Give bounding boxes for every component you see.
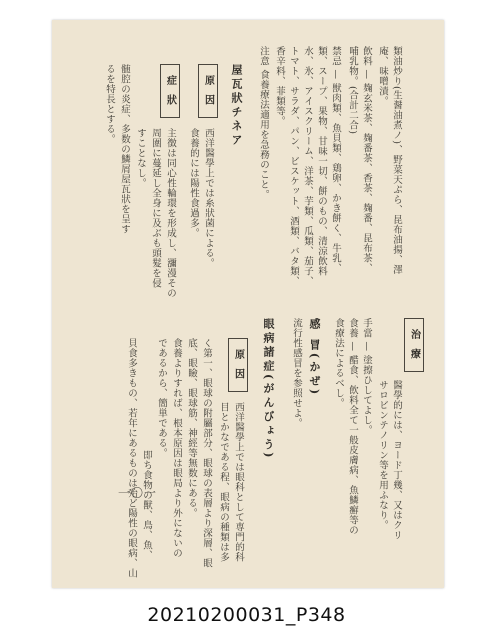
section-title: 屋瓦狀チネア [230,64,243,148]
cold-text: 流行性感冒を参照せよ。 [291,318,302,428]
eye-cause-text: く第一、眼球の附屬部分、眼球の表層より深層、眼 [201,338,212,568]
text-column: 飲料 — 麹玄米茶、麹番茶、香茶、麹番、昆布茶、 [361,46,372,274]
text-column: 哺乳物。(合計二合) [347,46,358,135]
treatment-text: 食療法によるべし。 [333,318,344,408]
image-caption: 20210200031_P348 [147,604,346,626]
treatment-text: 手當 — 塗擦ひしてよし。 [361,318,372,436]
treatment-label: 治 療 [404,318,424,372]
text-column: 類油炒り(生醤油煮ノ)、野菜天ぷら、昆布油揚、澤 [391,46,402,275]
cause-text: 食養的には陽性食過多。 [188,128,199,238]
eye-cause-text: 西洋醫學上では眼科として専門的科 [233,402,244,562]
symptom-label: 症 狀 [160,64,180,118]
text-column: 禁忌 — 獣肉類、魚貝類、鶏卵、かき餅く、牛乳、 [330,46,341,274]
text-column: 水、氷、アイスクリーム、洋茶、芋類、瓜類、茄子、 [302,46,313,286]
eye-cause-text: であるから、簡単である。 [156,338,167,458]
text-column: 庵、味噌漬。 [377,46,388,106]
symptom-text: るを特長とする。 [104,64,115,144]
cold-heading: 感 冒(かぜ) [308,318,321,398]
eye-cause-text: 貝食多きもの、若年にあるものは殆ど陽性の眼病、山 [126,338,137,578]
eye-cause-text: 食養よりすれば、根本原因は眼局より外にないの [171,338,182,558]
eye-cause-text: 目とかなである程、眼病の種類は多 [218,402,229,562]
caution-note: 注意 食養療法適用を急務のこと。 [258,46,269,200]
cause-label: 原 因 [198,64,218,118]
eye-cause-label: 原 因 [228,338,248,392]
text-column: トマト、サラダ、パン、ビスケット、酒類、バタ類、 [288,46,299,286]
treatment-text: サロビンテノリン等を用ふなり。 [377,380,388,530]
symptom-text: 主徴は同心性輪環を形成し、瀰漫その [165,128,176,298]
symptom-text: 周圍に蔓延し全身に及ぶも頭髮を侵 [150,128,161,288]
treatment-text: 食養 — 醋食、飲料全て一般皮膚病、魚鱗癬等の [347,318,358,536]
eye-cause-text: 底、眼瞼、眼球筋、神經等無数にある。 [186,338,197,518]
document-page [52,20,444,588]
cause-text: 西洋醫學上では糸狀菌による。 [203,128,214,268]
eye-disease-heading: 眼病諸症(がんびょう) [262,318,275,461]
symptom-text: 髄腔の炎症、多数の鱗屑屋瓦狀を呈す [119,64,130,234]
text-column: 香辛料、菲類等。 [274,46,285,126]
page-number: 一〇一 [118,486,158,500]
eye-cause-text: 即ち食物の獸、鳥、魚、 [141,450,152,560]
symptom-text: すことなし。 [135,128,146,188]
treatment-text: 醫學的には、ヨード丁幾、又はクリ [391,380,402,540]
text-column: 類、スープ、果物、甘味一切、餅のもの、清涼飲料 [316,46,327,276]
